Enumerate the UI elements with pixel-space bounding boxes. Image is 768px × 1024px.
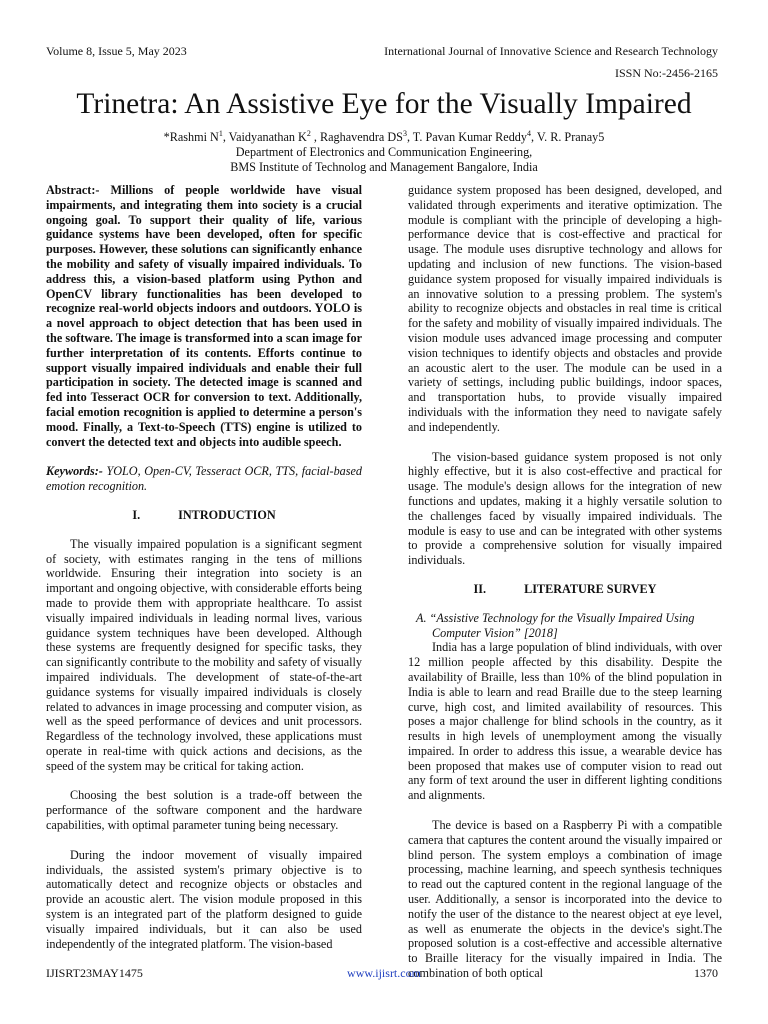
paper-title: Trinetra: An Assistive Eye for the Visually Impaired [76,88,692,120]
affiliation-mark: 3 [402,129,407,138]
section-number: II. [473,581,487,596]
literature-paragraph-1: India has a large population of blind individuals, with over 12 million people affected by this disability. Despite the availability of Braille, less than 10% of the blind population in India is able to learn and read Braille due to the steep learning curve, high cost, and limited availability of resources. This poses a major challenge for blind schools in the country, as it results in high levels of unemployment among the visually impaired. In order to address this issue, a wearable device has been proposed that makes use of computer vision to read out any form of text around the user in different lighting conditions and alignments. [408,640,722,803]
keywords-text: YOLO, Open-CV, Tesseract OCR, TTS, facial-based emotion recognition. [46,464,362,494]
affiliation-mark: 1 [218,129,223,138]
section-heading-literature-survey [408,582,722,597]
author-block [0,130,768,175]
intro-paragraph-3: During the indoor movement of visually impaired individuals, the assisted system's primary objective is to automatically detect and recognize objects or obstacles and provide an acoustic alert. The vision module proposed in this system is an integrated part of the platform designed to guide visually impaired individuals, but it can also be used independently of the integrated platform. The vision-based [46,847,362,951]
institute: BMS Institute of Technolog and Management Bangalore, India [230,160,538,174]
intro-paragraph-continued: guidance system proposed has been designed, developed, and validated through experiments and iterative optimization. The module is compliant with the principle of developing a high-performance device that is cost-effective and practical for usage. The module uses disruptive technology and allows for updating and inclusion of new functions. The vision-based guidance system proposed for visually impaired individuals is an innovative solution to a pressing problem. The system's ability to recognize objects and obstacles in real time is critical for the safety and mobility of visually impaired individuals. The vision module uses advanced image processing and computer vision techniques to identify objects and obstacles and provide an acoustic alert to the user. The module can be used in a variety of settings, including public buildings, indoor spaces, and transportation hubs, to provide visually impaired individuals with the information they need to navigate safely and independently. [408,183,722,434]
intro-paragraph-4: The vision-based guidance system proposed is not only highly effective, but it is also cost-effective and practical for usage. The module's design allows for the integration of new functions and updates, making it a highly versatile solution to the challenges faced by visually impaired individuals. The module is easy to use and can be integrated with other systems to provide a comprehensive solution for visually impaired individuals. [408,449,722,568]
paper-id: IJISRT23MAY1475 [46,966,143,980]
keywords-label: Keywords:- [46,464,103,479]
journal-name: International Journal of Innovative Science and Research Technology [384,44,718,58]
section-title: LITERATURE SURVEY [524,581,657,596]
author-name: *Rashmi N [163,130,219,144]
volume-info: Volume 8, Issue 5, May 2023 [46,44,187,58]
author-name: , Raghavendra DS [310,130,403,144]
affiliation-mark: 4 [527,129,531,138]
literature-paragraph-2: The device is based on a Raspberry Pi with a compatible camera that captures the content around the visually impaired or blind person. The system employs a combination of image processing, machine learning, and speech synthesis techniques to read out the captured content in the regional language of the user. Additionally, a sensor is incorporated into the device to notify the user of the distance to the nearest object at eye level, as well as enumerate the objects in the device's sight.The proposed solution is a cost-effective and accessible alternative to Braille literacy for the visually impaired in India. The combination of both optical [408,818,722,981]
section-number: I. [132,507,141,522]
author-name: , T. Pavan Kumar Reddy [406,130,527,144]
left-column [46,183,362,951]
keywords [46,464,362,494]
author-name: , V. R. Pranay5 [531,130,605,144]
journal-website-link[interactable]: www.ijisrt.com [347,966,421,980]
page-number: 1370 [694,966,718,980]
abstract: Abstract:- Millions of people worldwide have visual impairments, and integrating them into society is a crucial ongoing goal. To support their quality of life, various guidance systems have been developed, often for specific purposes. However, these solutions can significantly enhance the mobility and safety of visually impaired individuals. To address this, a vision-based platform using Python and OpenCV library functionalities has been developed to recognize real-world objects indoors and outdoors. YOLO is a novel approach to object detection that has been used in the software. The image is transformed into a scan image for further interpretation of its contents. Efforts continue to support visually impaired individuals and enable their full participation in society. The detected image is scanned and fed into Tesseract OCR for conversion to text. Additionally, facial emotion recognition is applied to determine a person's mood. Finally, a Text-to-Speech (TTS) engine is utilized to convert the detected text and objects into audible speech. [46,183,362,449]
intro-paragraph-1: The visually impaired population is a significant segment of society, with estimates ranging in the tens of millions worldwide. Ensuring their integration into society is an important and ongoing objective, with considerable efforts being made to provide them with appropriate healthcare. To assist visually impaired individuals in leading normal lives, various guidance system techniques have been developed. Although these systems are frequently designed for specific tasks, they can significantly contribute to the mobility and safety of visually impaired individuals. The development of state-of-the-art guidance systems for visually impaired individuals is closely related to advances in image processing and computer vision, as well as the speed performance of devices and unit processors. Regardless of the technology involved, these applications must operate in real-time with quick actions and decisions, as the speed of the system may be critical for taking action. [46,536,362,773]
issn: ISSN No:-2456-2165 [614,66,718,80]
author-list [0,130,768,145]
author-name: , Vaidyanathan K [222,130,307,144]
department: Department of Electronics and Communication Engineering, [235,145,533,159]
section-title: INTRODUCTION [178,507,276,522]
affiliation-mark: 2 [306,129,311,138]
right-column [408,183,722,981]
intro-paragraph-2: Choosing the best solution is a trade-off between the performance of the software component and the hardware capabilities, with optimal parameter tuning being necessary. [46,788,362,833]
section-heading-introduction [46,508,362,523]
subsection-heading-a: A. “Assistive Technology for the Visually Impaired Using Computer Vision” [2018] [416,610,695,640]
